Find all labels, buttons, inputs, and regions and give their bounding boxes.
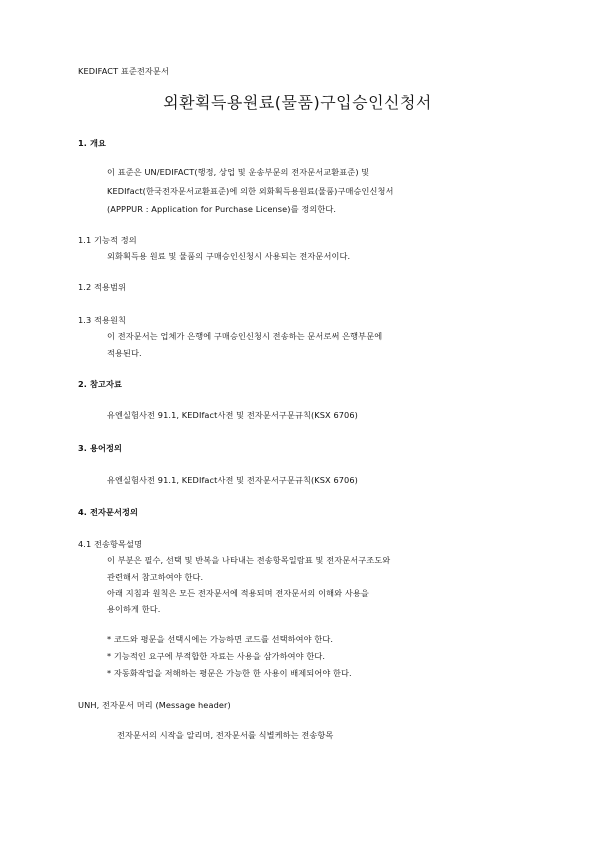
overview-line-2: KEDIfact(한국전자문서교환표준)에 의한 외화획득용원료(물품)구매승인신청서 [107, 186, 394, 196]
segment-description-line-4: 용이하게 한다. [107, 604, 161, 614]
page-title: 외환획득용원료(물품)구입승인신청서 [163, 93, 432, 112]
principles-line-2: 적용된다. [107, 348, 142, 358]
terms-text: 유엔실험사전 91.1, KEDIfact사전 및 전자문서구문규칙(KSX 6706) [107, 475, 358, 485]
segment-description-line-3: 아래 지침과 원칙은 모든 전자문서에 적용되며 전자문서의 이해와 사용을 [107, 588, 369, 598]
segment-heading-unh: UNH, 전자문서 머리 (Message header) [78, 700, 231, 710]
segment-description-line-1: 이 부분은 필수, 선택 및 반복을 나타내는 전송항목일람표 및 전자문서구조도와 [107, 555, 391, 565]
section-heading-references: 2. 참고자료 [78, 379, 122, 389]
section-heading-principles: 1.3 적용원칙 [78, 315, 127, 325]
section-heading-functional-definition: 1.1 기능적 정의 [78, 235, 137, 245]
section-heading-overview: 1. 개요 [78, 138, 106, 148]
overview-line-1: 이 표준은 UN/EDIFACT(행정, 상업 및 운송부문의 전자문서교환표준) 및 [107, 167, 370, 177]
section-heading-segment-description: 4.1 전송항목설명 [78, 539, 143, 549]
principles-line-1: 이 전자문서는 업체가 은행에 구매승인신청시 전송하는 문서로써 은행부문에 [107, 331, 383, 341]
section-heading-scope: 1.2 적용범위 [78, 282, 127, 292]
section-heading-message-definition: 4. 전자문서정의 [78, 507, 139, 517]
references-text: 유엔실험사전 91.1, KEDIfact사전 및 전자문서구문규칙(KSX 6706) [107, 410, 358, 420]
overview-line-3: (APPPUR : Application for Purchase License)를 정의한다. [107, 204, 337, 214]
guideline-bullet-1: * 코드와 평문을 선택시에는 가능하면 코드를 선택하여야 한다. [107, 634, 334, 644]
unh-description: 전자문서의 시작을 알리며, 전자문서를 식별케하는 전송항목 [117, 730, 334, 740]
document-type-label: KEDIFACT 표준전자문서 [78, 66, 169, 76]
guideline-bullet-3: * 자동화작업을 저해하는 평문은 가능한 한 사용이 배제되어야 한다. [107, 668, 352, 678]
functional-definition-text: 외화획득용 원료 및 물품의 구매승인신청시 사용되는 전자문서이다. [107, 251, 351, 261]
guideline-bullet-2: * 기능적인 요구에 부적합한 자료는 사용을 삼가하여야 한다. [107, 651, 326, 661]
segment-description-line-2: 관련해서 참고하여야 한다. [107, 572, 204, 582]
section-heading-terms: 3. 용어정의 [78, 443, 122, 453]
